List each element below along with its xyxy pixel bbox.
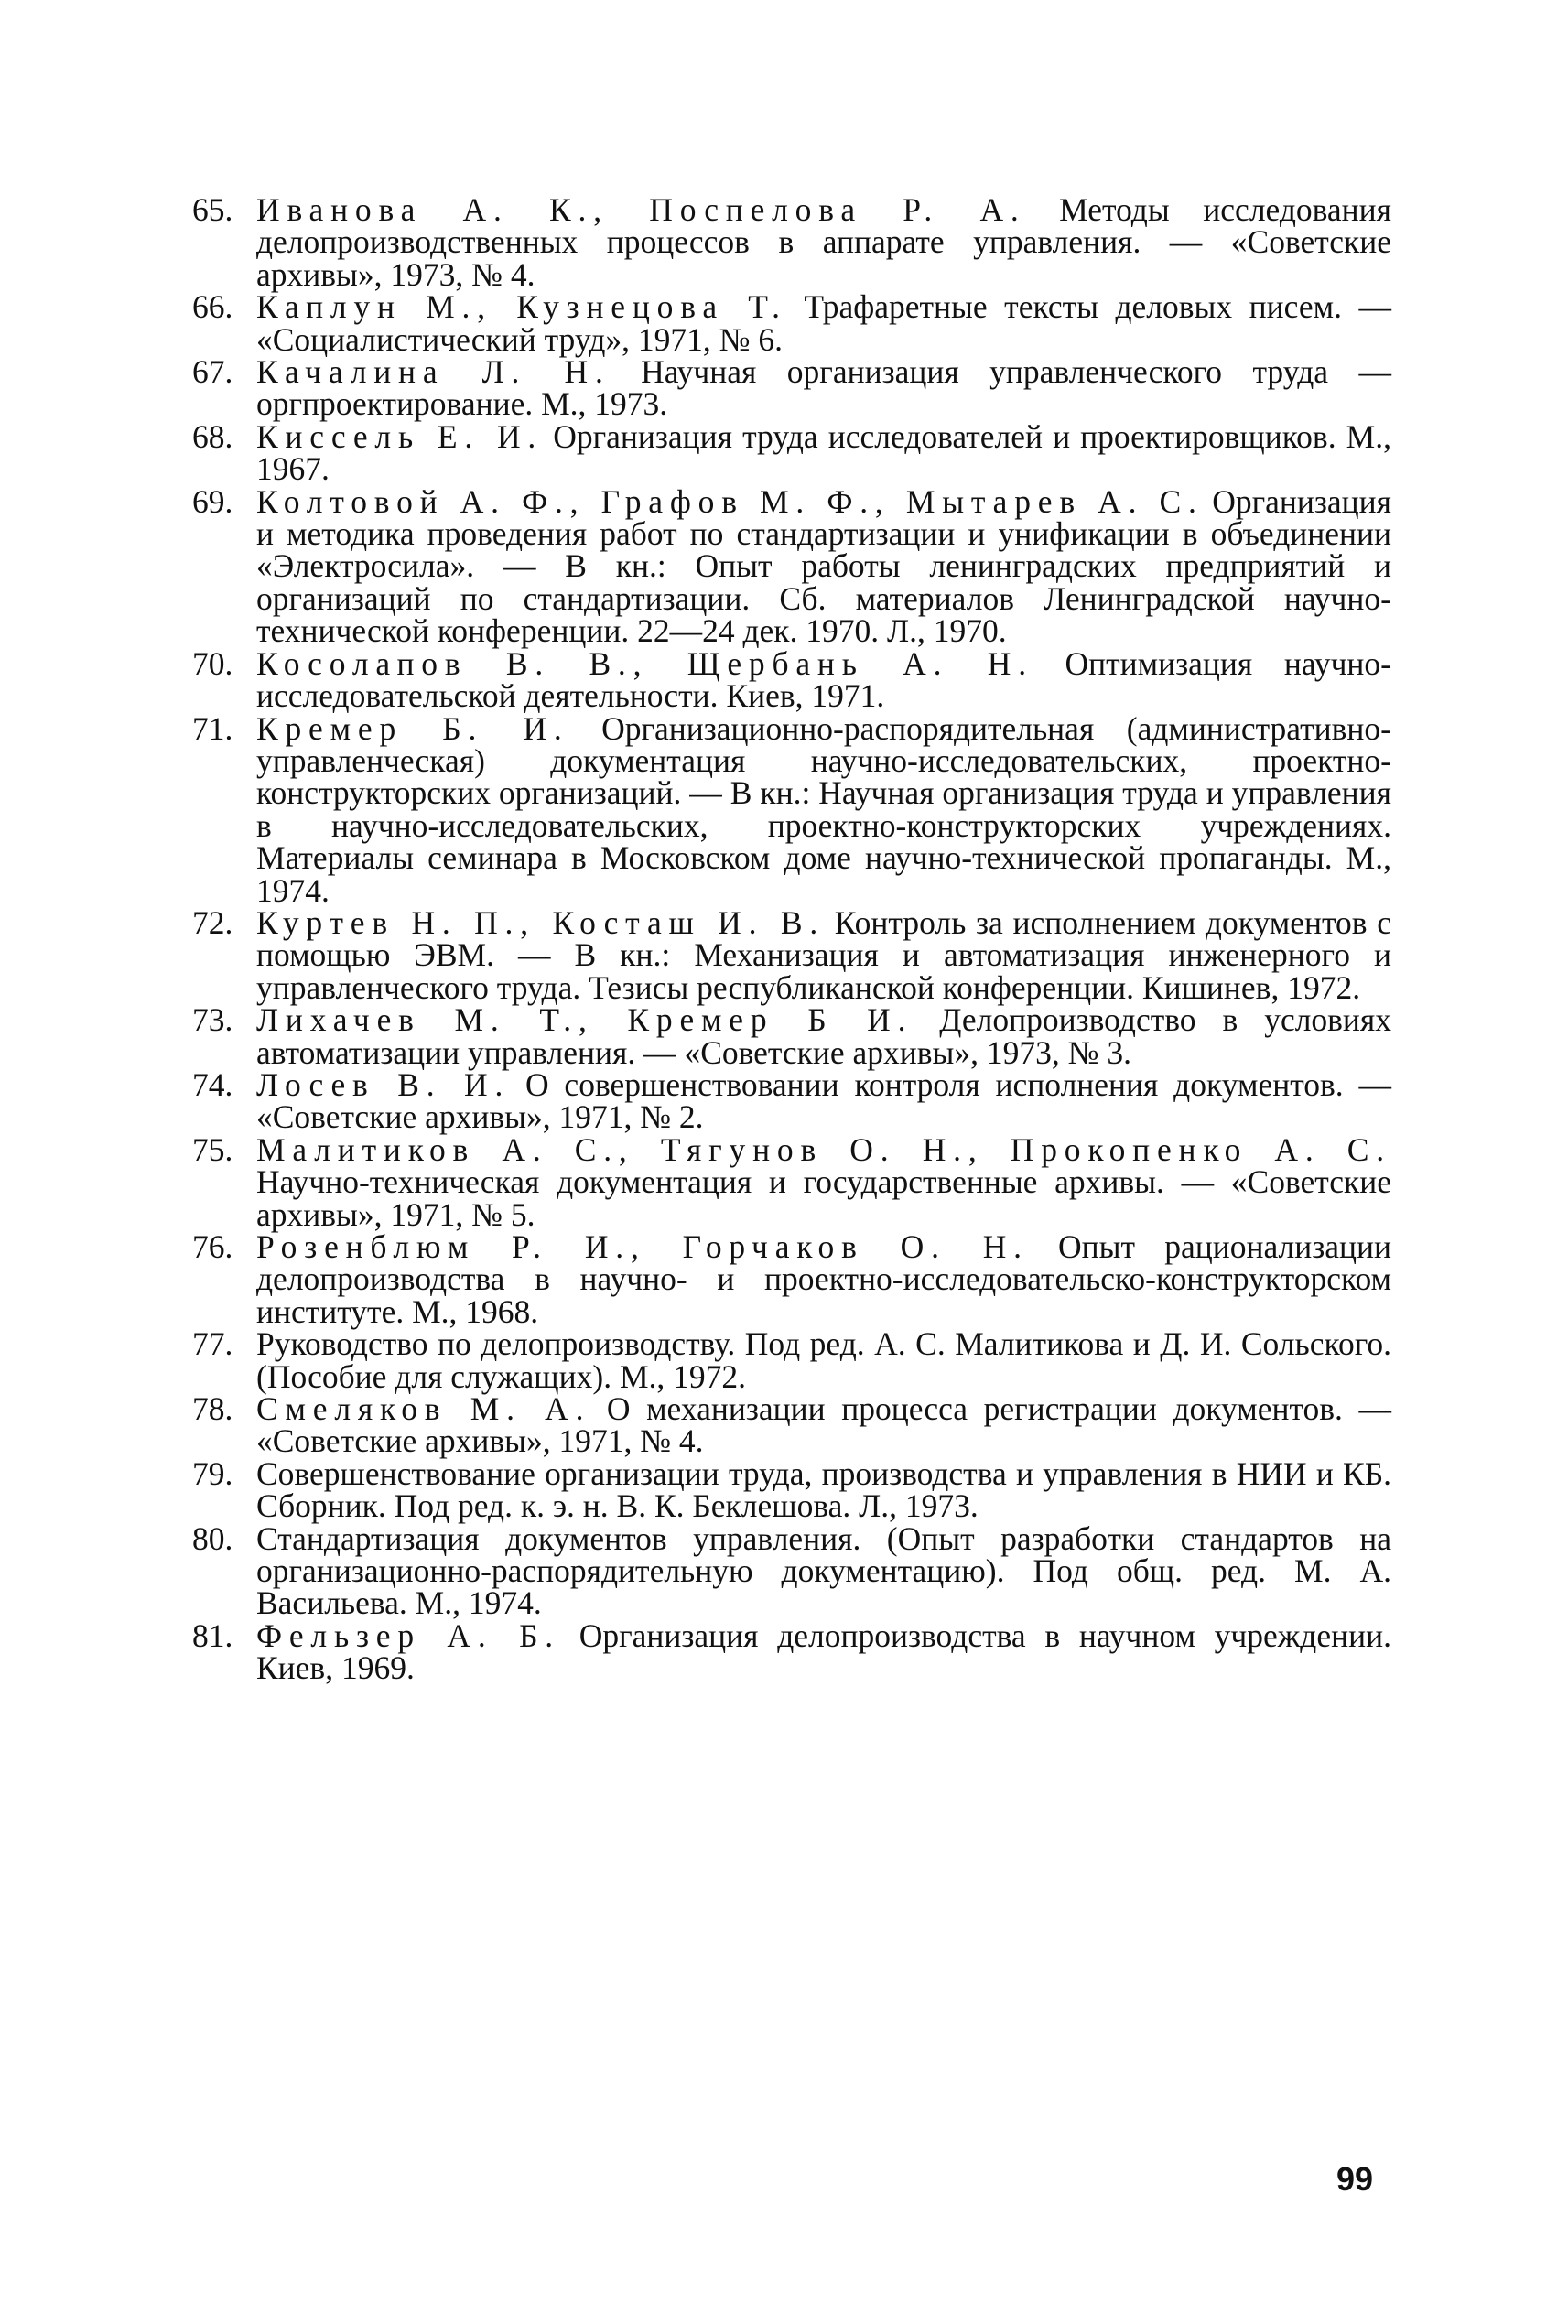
bibliography-entry (192, 482, 1391, 650)
entry-number: 65. (192, 191, 233, 228)
entry-number: 72. (192, 903, 233, 941)
entry-text: О совершенствовании контроля исполнения документов. — «Советские архивы», 1971, № 2. (256, 1065, 1391, 1136)
entry-number: 80. (192, 1519, 233, 1557)
bibliography-entry (192, 1454, 1391, 1525)
entry-text: Оптимизация научно-исследовательской деятельности. Киев, 1971. (256, 644, 1391, 715)
entry-text: Научная организация управленческого труда — оргпроектирование. М., 1973. (256, 353, 1391, 423)
entry-number: 69. (192, 482, 233, 520)
entry-authors: Лосев В. И. (256, 1065, 511, 1103)
bibliography-entry (192, 1065, 1391, 1136)
bibliography-entry (192, 1001, 1392, 1071)
entry-number: 78. (192, 1390, 233, 1428)
entry-text: Опыт рационализации делопроизводства в научно- и проектно-исследовательско-конструкторском институте. М., 1968. (256, 1228, 1391, 1330)
entry-text: Методы исследования делопроизводственных процессов в аппарате управления. — «Советские архивы», 1973, № 4. (256, 191, 1392, 293)
entry-text: Организация труда исследователей и проектировщиков. М., 1967. (256, 417, 1391, 488)
bibliography-entry (192, 417, 1391, 488)
entry-text: Делопроизводство в условиях автоматизации управления. — «Советские архивы», 1973, № 3. (256, 1001, 1392, 1071)
bibliography-entry (192, 1130, 1391, 1233)
entry-text: Научно-техническая документация и государственные архивы. — «Советские архивы», 1971, № 5. (256, 1163, 1391, 1233)
entry-authors: Малитиков А. С., Тягунов О. Н., Прокопенко А. С. (256, 1130, 1391, 1168)
entry-authors: Косолапов В. В., Щербань А. Н. (256, 644, 1033, 682)
entry-text: Совершенствование организации труда, производства и управления в НИИ и КБ. Сборник. Под ред. к. э. н. В. К. Беклешова. Л., 1973. (256, 1454, 1391, 1525)
entry-number: 71. (192, 709, 233, 747)
bibliography-entry (192, 191, 1392, 293)
bibliography-entry (192, 1325, 1391, 1395)
entry-number: 75. (192, 1130, 233, 1168)
entry-authors: Куртев Н. П., Косташ И. В. (256, 903, 826, 941)
entry-number: 67. (192, 353, 233, 391)
bibliography-entry (192, 903, 1391, 1006)
entry-text: Организация и методика проведения работ по стандартизации и унификации в объединении «Электросила». — В кн.: Опыт работы ленинградских предприятий и организаций по стандартизации. Сб. материалов Ленинградской научно-технической конференции. 22—24 дек. 1970. Л., 1970. (256, 482, 1391, 650)
bibliography-entry (192, 644, 1391, 715)
bibliography-entry (192, 709, 1391, 909)
bibliography-entry (192, 288, 1391, 358)
entry-authors: Каплун М., Кузнецова Т. (256, 288, 787, 326)
page-number: 99 (1336, 2160, 1374, 2198)
entry-authors: Иванова А. К., Поспелова Р. А. (256, 191, 1026, 228)
entry-authors: Кремер Б. И. (256, 709, 569, 747)
entry-text: Стандартизация документов управления. (Опыт разработки стандартов на организационно-распорядительную документацию). Под общ. ред. М. А. Васильева. М., 1974. (256, 1519, 1391, 1622)
entry-text: Руководство по делопроизводству. Под ред. А. С. Малитикова и Д. И. Сольского. (Пособие для служащих). М., 1972. (256, 1325, 1391, 1395)
bibliography-entry (192, 353, 1391, 423)
entry-text: Трафаретные тексты деловых писем. — «Социалистический труд», 1971, № 6. (256, 288, 1391, 358)
entry-number: 70. (192, 644, 233, 682)
bibliography-entry (192, 1228, 1391, 1330)
entry-authors: Лихачев М. Т., Кремер Б И. (256, 1001, 914, 1039)
entry-text: Организационно-распорядительная (административно-управленческая) документация научно-исследовательских, проектно-конструкторских организаций. — В кн.: Научная организация труда и управления в научно-исследовательских, проектно-конструкторских учреждениях. Материалы семинара в Московском доме научно-технической пропаганды. М., 1974. (256, 709, 1391, 909)
entry-authors: Колтовой А. Ф., Графов М. Ф., Мытарев А. С. (256, 482, 1204, 520)
entry-text: Контроль за исполнением документов с помощью ЭВМ. — В кн.: Механизация и автоматизация инженерного и управленческого труда. Тезисы республиканской конференции. Кишинев, 1972. (256, 903, 1391, 1006)
entry-number: 73. (192, 1001, 233, 1039)
entry-authors: Розенблюм Р. И., Горчаков О. Н. (256, 1228, 1029, 1265)
entry-number: 81. (192, 1616, 233, 1654)
entry-number: 66. (192, 288, 233, 326)
entry-number: 79. (192, 1454, 233, 1492)
entry-authors: Фельзер А. Б. (256, 1616, 560, 1654)
entry-authors: Киссель Е. И. (256, 417, 544, 455)
entry-text: Организация делопроизводства в научном учреждении. Киев, 1969. (256, 1616, 1391, 1687)
entry-number: 74. (192, 1065, 233, 1103)
entry-number: 68. (192, 417, 233, 455)
bibliography-entry (192, 1616, 1391, 1687)
entry-authors: Смеляков М. А. (256, 1390, 591, 1428)
bibliography-list (192, 191, 1392, 1687)
entry-text: О механизации процесса регистрации документов. — «Советские архивы», 1971, № 4. (256, 1390, 1391, 1460)
bibliography-entry (192, 1519, 1391, 1622)
entry-authors: Качалина Л. Н. (256, 353, 611, 391)
entry-number: 76. (192, 1228, 233, 1265)
entry-number: 77. (192, 1325, 233, 1363)
bibliography-entry (192, 1390, 1391, 1460)
